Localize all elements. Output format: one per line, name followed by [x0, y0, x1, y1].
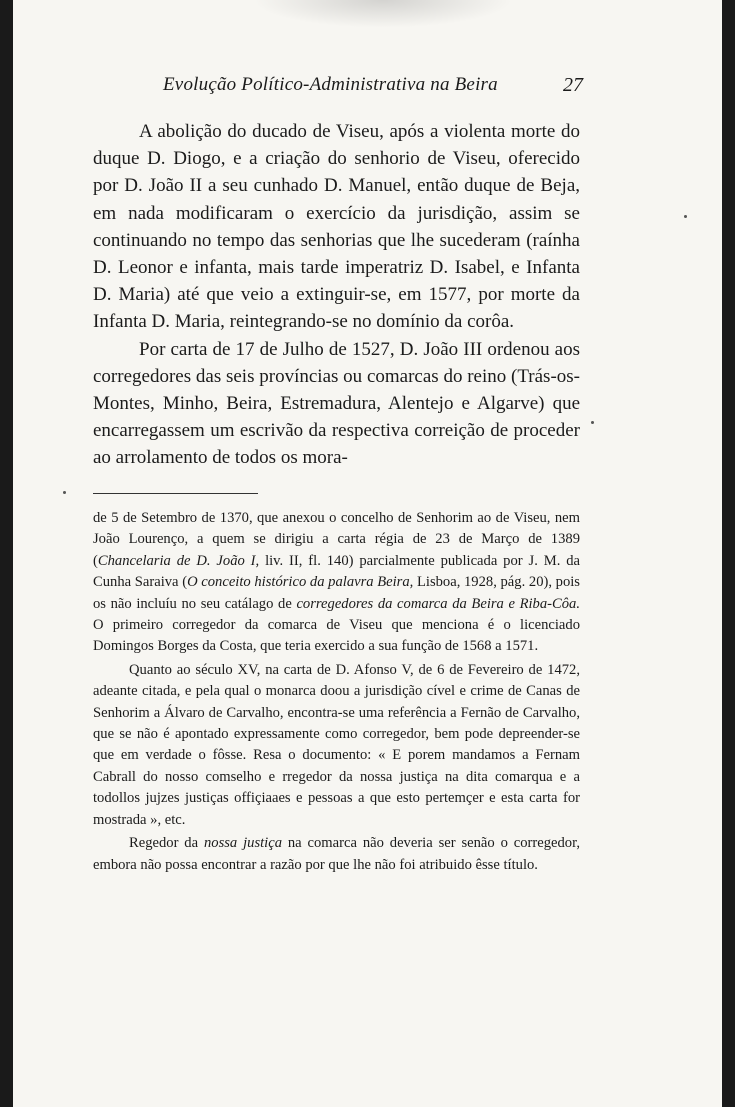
footnote-text: Lisboa, 1928, pág. 20), pois os não incluíu no seu catálago de: [93, 574, 580, 612]
main-text: [93, 118, 580, 472]
body-paragraph: A abolição do ducado de Viseu, após a violenta morte do duque D. Diogo, e a criação do senhorio de Viseu, oferecido por D. João II a seu cunhado D. Manuel, então duque de Beja, em nada modificaram o exercício da jurisdição, assim se continuando no tempo das senhorias que lhe sucederam (raínha D. Leonor e infanta, mais tarde imperatriz D. Isabel, e Infanta D. Maria) até que veio a extinguir-se, em 1577, por morte da Infanta D. Maria, reintegrando-se no domínio da corôa.: [93, 121, 580, 333]
footnote: [93, 833, 580, 876]
footnote-title-italic: corregedores da comarca da Beira e Riba-Côa.: [296, 595, 580, 612]
speck: [684, 215, 687, 218]
body-paragraph: Por carta de 17 de Julho de 1527, D. João III ordenou aos corregedores das seis províncias ou comarcas do reino (Trás-os-Montes, Minho, Beira, Estremadura, Alentejo e Algarve) que encarregassem um escrivão da respectiva correição de proceder ao arrolamento de todos os mora-: [93, 338, 580, 469]
footnote-title-italic: O conceito histórico da palavra Beira,: [187, 574, 414, 591]
footnote-text: na comarca não deveria ser senão o corregedor, embora não possa encontrar a razão por que lhe não foi atribuido êsse título.: [93, 835, 581, 873]
running-title: Evolução Político-Administrativa na Beira: [163, 74, 498, 95]
speck: [591, 421, 594, 424]
page-number: 27: [563, 74, 583, 96]
footnote-title-italic: Chancelaria de D. João I,: [97, 552, 260, 569]
footnote-text: O primeiro corregedor da comarca de Viseu que menciona é o licenciado Domingos Borges da Costa, que teria exercido a sua função de 1568 a 1571.: [93, 617, 580, 655]
page-header: [163, 74, 583, 102]
footnote: Quanto ao século XV, na carta de D. Afonso V, de 6 de Fevereiro de 1472, adeante citada, e pela qual o monarca doou a jurisdição cível e crime de Canas de Senhorim a Álvaro de Carvalho, encontra-se uma referência a Fernão de Carvalho, que se não é apontado expressamente como corregedor, bem pode depreender-se que em verdade o fôsse. Resa o documento: « E porem mandamos a Fernam Cabrall do nosso comselho e rregedor da nossa justiça na dita comarqua e a todollos jujzes justiças offiçiaaes e pessoas a que esto pertemçer e esta carta for mostrada », etc.: [93, 661, 580, 828]
footnote: [93, 508, 580, 658]
footnote-text: liv. II, fl. 140) parcialmente publicada por J. M. da Cunha Saraiva (: [93, 552, 580, 591]
footnote-separator: [93, 493, 258, 494]
footnote-phrase-italic: nossa justiça: [203, 835, 283, 852]
paper-stain: [253, 0, 513, 28]
speck: [63, 491, 66, 494]
footnotes: [93, 508, 580, 876]
book-page: [13, 0, 722, 1107]
footnote-text: Regedor da: [129, 835, 204, 852]
footnote-text: de 5 de Setembro de 1370, que anexou o concelho de Senhorim ao de Viseu, nem João Lourenço, a quem se dirigiu a carta régia de 23 de Março de 1389 (: [93, 510, 580, 569]
